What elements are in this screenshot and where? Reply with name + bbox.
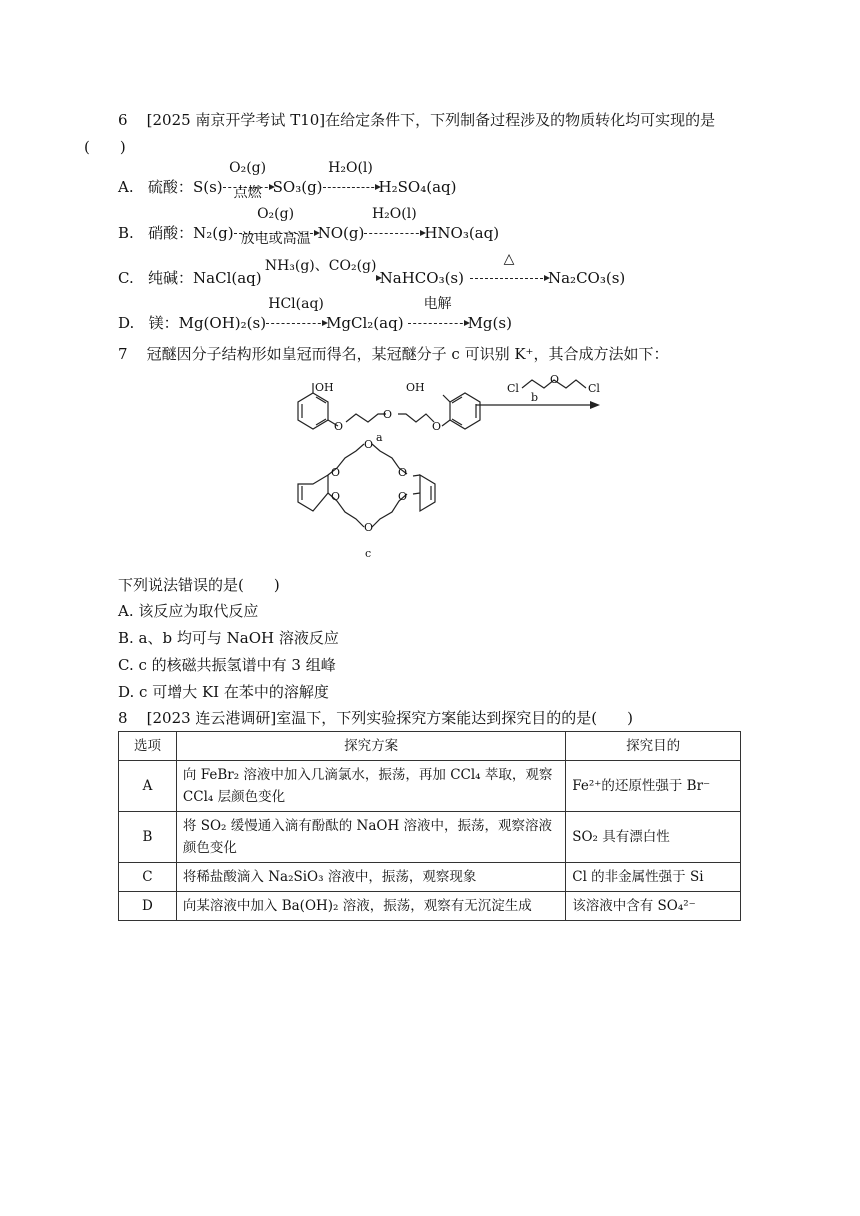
row-plan: 将 SO₂ 缓慢通入滴有酚酞的 NaOH 溶液中，振荡，观察溶液颜色变化 bbox=[176, 812, 565, 863]
q7-number: 7 bbox=[118, 345, 128, 363]
q6-d-s1: Mg(OH)₂(s) bbox=[178, 314, 267, 332]
b-cl-left: Cl bbox=[507, 382, 519, 395]
row-goal: Cl 的非金属性强于 Si bbox=[566, 863, 741, 892]
q7-question: 下列说法错误的是( ) bbox=[118, 576, 280, 594]
q6-option-c-label: C. bbox=[118, 269, 134, 287]
q6-b-s2: NO(g) bbox=[317, 224, 365, 242]
a-o-2: O bbox=[383, 408, 393, 421]
q6-source: [2025 南京开学考试 T10] bbox=[146, 111, 326, 129]
q6-a-arrow-2 bbox=[323, 160, 379, 197]
q7-stem-text: 冠醚因分子结构形如皇冠而得名，某冠醚分子 c 可识别 K⁺，其合成方法如下： bbox=[146, 345, 669, 363]
q7-option-c: C. c 的核磁共振氢谱中有 3 组峰 bbox=[118, 656, 336, 674]
c-o-ul: O bbox=[331, 466, 341, 479]
q6-b-c1-below: 放电或高温 bbox=[240, 231, 311, 247]
table-row bbox=[119, 761, 741, 812]
c-o-ll: O bbox=[331, 490, 341, 503]
q6-option-d-label: D. bbox=[118, 314, 135, 332]
q8-stem bbox=[118, 708, 633, 728]
q6-option-c-name: 纯碱： bbox=[148, 269, 194, 287]
table-row bbox=[119, 863, 741, 892]
q6-option-a bbox=[118, 160, 457, 201]
header-option: 选项 bbox=[119, 732, 177, 761]
q8-source: [2023 连云港调研] bbox=[146, 709, 277, 727]
c-o-top: O bbox=[364, 438, 374, 451]
q6-b-c2-above: H₂O(l) bbox=[371, 206, 417, 222]
q6-option-a-name: 硫酸： bbox=[147, 178, 193, 196]
q6-option-d-name: 镁： bbox=[148, 314, 179, 332]
c-o-lr: O bbox=[398, 490, 408, 503]
crown-ether-synthesis-diagram bbox=[0, 370, 860, 570]
q7-option-a: A. 该反应为取代反应 bbox=[118, 602, 259, 620]
label-c: c bbox=[365, 547, 372, 560]
row-plan: 将稀盐酸滴入 Na₂SiO₃ 溶液中，振荡，观察现象 bbox=[176, 863, 565, 892]
q6-c-arrow-1 bbox=[262, 258, 380, 288]
q6-d-s3: Mg(s) bbox=[467, 314, 512, 332]
row-plan: 向 FeBr₂ 溶液中加入几滴氯水，振荡，再加 CCl₄ 萃取，观察 CCl₄ 层颜色变化 bbox=[176, 761, 565, 812]
a-o-1: O bbox=[334, 420, 344, 433]
q6-d-c1-above: HCl(aq) bbox=[268, 296, 324, 312]
q6-a-c1-above: O₂(g) bbox=[229, 160, 267, 176]
q6-a-c2-above: H₂O(l) bbox=[328, 160, 373, 176]
c-o-bottom: O bbox=[364, 521, 374, 534]
q6-stem-tail: ( ) bbox=[84, 138, 126, 156]
table-row bbox=[119, 812, 741, 863]
q6-d-s2: MgCl₂(aq) bbox=[326, 314, 404, 332]
q6-b-arrow-1 bbox=[234, 206, 318, 247]
q6-stem-text: 在给定条件下，下列制备过程涉及的物质转化均可实现的是 bbox=[325, 111, 716, 129]
q6-a-s1: S(s) bbox=[192, 178, 223, 196]
q6-c-c2-above: △ bbox=[503, 251, 515, 267]
q6-b-s3: HNO₃(aq) bbox=[424, 224, 500, 242]
row-goal: SO₂ 具有漂白性 bbox=[566, 812, 741, 863]
q6-c-s3: Na₂CO₃(s) bbox=[547, 269, 626, 287]
table-header-row bbox=[119, 732, 741, 761]
q6-a-c1-below: 点燃 bbox=[233, 185, 262, 201]
q6-c-arrow-2 bbox=[470, 251, 548, 288]
q6-b-s1: N₂(g) bbox=[193, 224, 234, 242]
q6-b-arrow-2 bbox=[364, 206, 424, 243]
label-b: b bbox=[531, 391, 539, 404]
b-o: O bbox=[550, 373, 560, 386]
q6-c-c1-above: NH₃(g)、CO₂(g) bbox=[264, 258, 377, 274]
q6-a-s2: SO₃(g) bbox=[272, 178, 323, 196]
q6-option-d bbox=[118, 296, 512, 333]
experiment-table bbox=[118, 731, 741, 921]
q6-number: 6 bbox=[118, 111, 128, 129]
q6-d-arrow-2 bbox=[408, 296, 468, 333]
c-o-ur: O bbox=[398, 466, 408, 479]
q6-a-s3: H₂SO₄(aq) bbox=[378, 178, 457, 196]
q6-option-a-label: A. bbox=[118, 178, 134, 196]
q6-option-c bbox=[118, 251, 626, 288]
row-plan: 向某溶液中加入 Ba(OH)₂ 溶液，振荡，观察有无沉淀生成 bbox=[176, 892, 565, 921]
row-goal: Fe²⁺的还原性强于 Br⁻ bbox=[566, 761, 741, 812]
row-option: B bbox=[119, 812, 177, 863]
q6-option-b-name: 硝酸： bbox=[148, 224, 194, 242]
q7-stem bbox=[118, 344, 668, 364]
q6-a-arrow-1 bbox=[223, 160, 273, 201]
q8-stem-text: 室温下，下列实验探究方案能达到探究目的的是( ) bbox=[276, 709, 633, 727]
q6-d-c2-above: 电解 bbox=[423, 296, 452, 312]
label-a: a bbox=[376, 431, 383, 444]
header-plan: 探究方案 bbox=[176, 732, 565, 761]
q6-d-arrow-1 bbox=[266, 296, 326, 333]
q6-b-c1-above: O₂(g) bbox=[257, 206, 295, 222]
header-goal: 探究目的 bbox=[566, 732, 741, 761]
q8-number: 8 bbox=[118, 709, 128, 727]
a-oh-right: OH bbox=[406, 381, 425, 394]
q6-option-b-label: B. bbox=[118, 224, 134, 242]
row-option: D bbox=[119, 892, 177, 921]
row-option: A bbox=[119, 761, 177, 812]
q7-option-b: B. a、b 均可与 NaOH 溶液反应 bbox=[118, 629, 339, 647]
table-row bbox=[119, 892, 741, 921]
q6-c-s2: NaHCO₃(s) bbox=[379, 269, 464, 287]
q6-option-b bbox=[118, 206, 500, 247]
q7-option-d: D. c 可增大 KI 在苯中的溶解度 bbox=[118, 683, 329, 701]
row-goal: 该溶液中含有 SO₄²⁻ bbox=[566, 892, 741, 921]
row-option: C bbox=[119, 863, 177, 892]
b-cl-right: Cl bbox=[588, 382, 600, 395]
a-o-3: O bbox=[432, 420, 442, 433]
benzene-ring-c-right bbox=[420, 475, 435, 511]
q6-c-s1: NaCl(aq) bbox=[193, 269, 262, 287]
crown-ether-c bbox=[298, 444, 435, 527]
q6-stem bbox=[118, 110, 715, 130]
a-oh-left: OH bbox=[315, 381, 334, 394]
